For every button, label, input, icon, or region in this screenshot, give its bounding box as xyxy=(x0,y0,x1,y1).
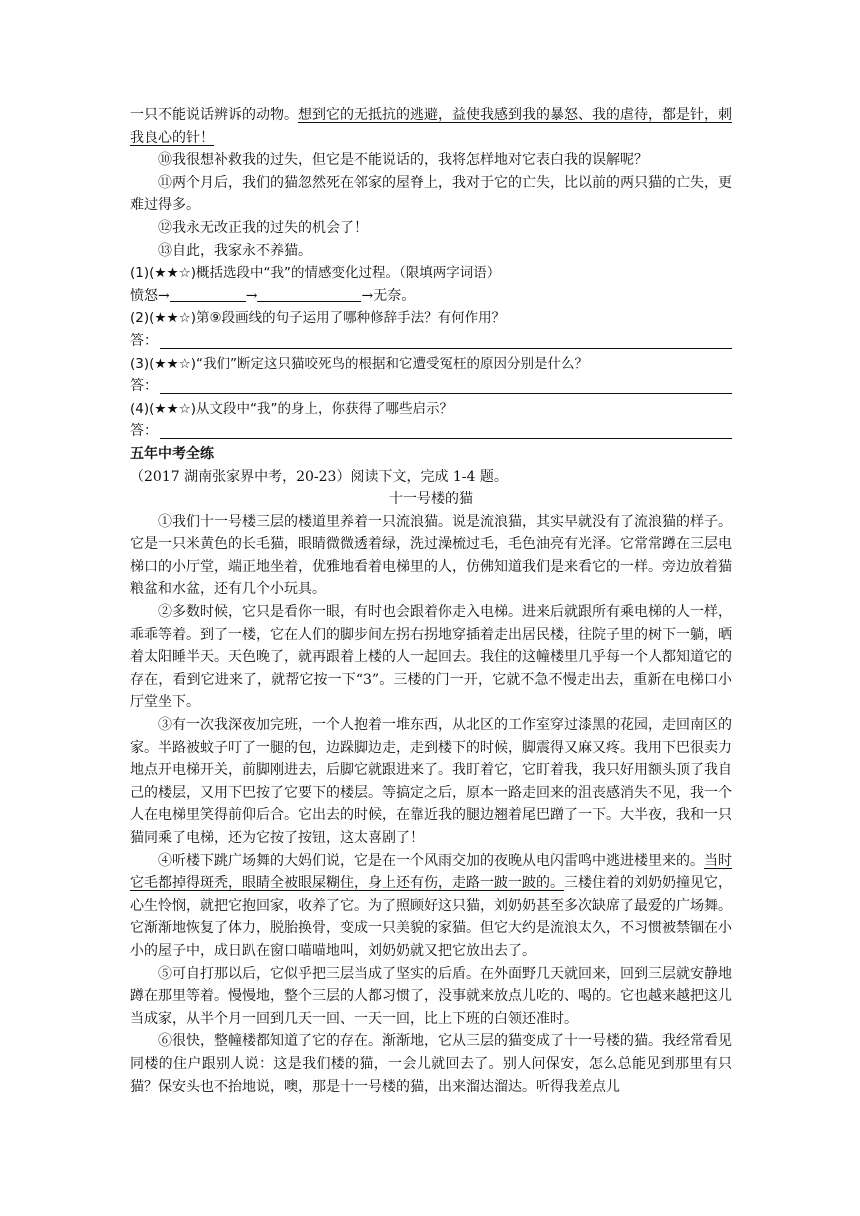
section-title: 五年中考全练 xyxy=(130,445,214,462)
question-2: (2)(★★☆)第⑨段画线的句子运用了哪种修辞手法？有何作用？ xyxy=(130,310,506,327)
intro-paragraph xyxy=(130,104,732,149)
fill-blank-2[interactable] xyxy=(257,287,361,302)
paragraph-11: ⑪两个月后，我们的猫忽然死在邻家的屋脊上，我对于它的亡失，比以前的两只猫的亡失，更难过得多。 xyxy=(130,174,732,214)
fill-blank-1[interactable] xyxy=(170,287,246,302)
story-paragraph-6: ⑥很快，整幢楼都知道了它的存在。渐渐地，它从三层的猫变成了十一号楼的猫。我经常看见同楼的住户跟别人说：这是我们楼的猫，一会儿就回去了。别人问保安，怎么总能见到那里有只猫？保安头也不抬地说，噢，那是十一号楼的猫，出来溜达溜达。听得我差点儿 xyxy=(130,1033,732,1095)
answer-line-4 xyxy=(130,420,732,443)
question-1: (1)(★★☆)概括选段中“我”的情感变化过程。（限填两字词语） xyxy=(130,265,501,282)
question-4: (4)(★★☆)从文段中“我”的身上，你获得了哪些启示？ xyxy=(130,400,453,417)
paragraph-10: ⑩我很想补救我的过失，但它是不能说话的，我将怎样地对它表白我的误解呢？ xyxy=(158,152,648,169)
answer-blank-2[interactable] xyxy=(160,332,732,349)
story-paragraph-3: ③有一次我深夜加完班，一个人抱着一堆东西，从北区的工作室穿过漆黑的花园，走回南区的家。半路被蚊子叮了一腿的包，边跺脚边走，走到楼下的时候，脚震得又麻又疼。我用下巴很卖力地点开电梯开关，前脚刚进去，后脚它就跟进来了。我盯着它，它盯着我，我只好用额头顶了我自己的楼层，又用下巴按了它要下的楼层。等搞定之后，原本一路走回来的沮丧感消失不见，我一个人在电梯里笑得前仰后合。它出去的时候，在靠近我的腿边翘着尾巴蹭了一下。大半夜，我和一只猫同乘了电梯，还为它按了按钮，这太喜剧了！ xyxy=(130,717,732,846)
answer-blank-4[interactable] xyxy=(160,422,732,439)
story-underlined-sentence: 当时它毛都掉得斑秃，眼睛全被眼屎糊住，身上还有伤，走路一跛一跛的。 xyxy=(130,852,732,892)
question-1-fill-line: 愤怒→ → →无奈。 xyxy=(130,287,416,304)
answer-label: 答： xyxy=(130,332,158,349)
story-paragraph-4: ④听楼下跳广场舞的大妈们说，它是在一个风雨交加的夜晚从电闪雷鸣中逃进楼里来的。当时它毛都掉得斑秃，眼睛全被眼屎糊住，身上还有伤，走路一跛一跛的。三楼住着的刘奶奶撞见它，心生怜悯，就把它抱回家，收养了它。为了照顾好这只猫，刘奶奶甚至多次缺席了最爱的广场舞。它渐渐地恢复了体力，脱胎换骨，变成一只美貌的家猫。但它大约是流浪太久，不习惯被禁锢在小小的屋子中，成日趴在窗口喵喵地叫，刘奶奶就又把它放出去了。 xyxy=(130,852,732,959)
document-page xyxy=(130,104,732,1098)
paragraph-13: ⑬自此，我家永不养猫。 xyxy=(158,242,312,259)
answer-blank-3[interactable] xyxy=(160,377,732,394)
intro-underlined-sentence: 想到它的无抵抗的逃避，益使我感到我的暴怒、我的虐待，都是针，刺我良心的针！ xyxy=(130,107,732,146)
source-line: （2017 湖南张家界中考，20-23）阅读下文，完成 1-4 题。 xyxy=(130,468,508,485)
answer-label: 答： xyxy=(130,423,158,440)
answer-label: 答： xyxy=(130,378,158,395)
paragraph-12: ⑫我永无改正我的过失的机会了！ xyxy=(158,219,368,236)
story-title: 十一号楼的猫 xyxy=(389,491,473,508)
story-paragraph-1: ①我们十一号楼三层的楼道里养着一只流浪猫。说是流浪猫，其实早就没有了流浪猫的样子。它是一只米黄色的长毛猫，眼睛微微透着绿，洗过澡梳过毛，毛色油亮有光泽。它常常蹲在三层电梯口的小厅堂，端正地坐着，优雅地看着电梯里的人，仿佛知道我们是来看它的一样。旁边放着猫粮盆和水盆，还有几个小玩具。 xyxy=(130,513,732,598)
question-3: (3)(★★☆)“我们”断定这只猫咬死鸟的根据和它遭受冤枉的原因分别是什么？ xyxy=(130,355,588,372)
story-paragraph-2: ②多数时候，它只是看你一眼，有时也会跟着你走入电梯。进来后就跟所有乘电梯的人一样，乖乖等着。到了一楼，它在人们的脚步间左拐右拐地穿插着走出居民楼，往院子里的树下一躺，晒着太阳睡半天。天色晚了，就再跟着上楼的人一起回去。我住的这幢楼里几乎每一个人都知道它的存在，看到它进来了，就帮它按一下“3”。三楼的门一开，它就不急不慢走出去，重新在电梯口小厅堂坐下。 xyxy=(130,604,732,711)
answer-line-3 xyxy=(130,375,732,398)
intro-lead: 一只不能说话辨诉的动物。 xyxy=(130,107,298,123)
story-paragraph-5: ⑤可自打那以后，它似乎把三层当成了坚实的后盾。在外面野几天就回来，回到三层就安静地蹲在那里等着。慢慢地，整个三层的人都习惯了，没事就来放点儿吃的、喝的。它也越来越把这儿当成家，从半个月一回到几天一回、一天一回，比上下班的白领还准时。 xyxy=(130,965,732,1027)
answer-line-2 xyxy=(130,330,732,353)
